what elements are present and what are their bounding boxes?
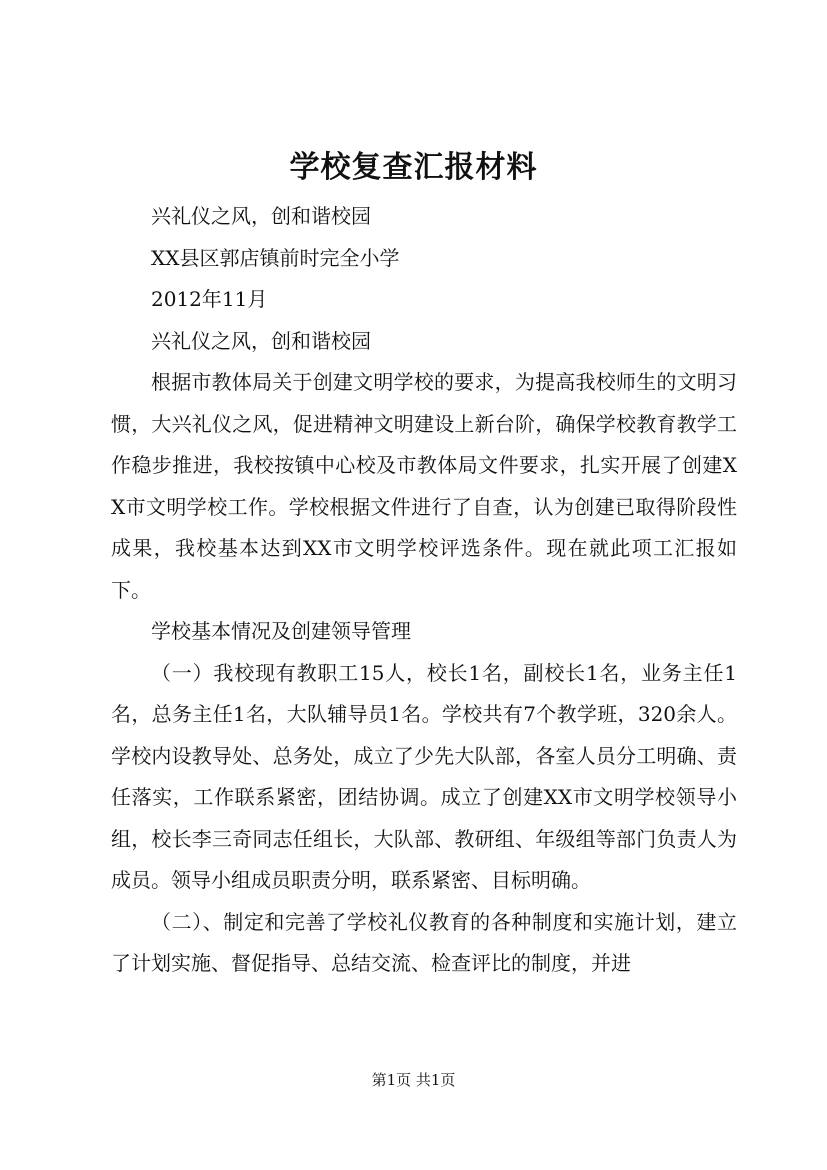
document-title: 学校复查汇报材料 <box>289 150 538 185</box>
slogan-line: 兴礼仪之风，创和谐校园 <box>151 204 371 228</box>
school-name-line: XX县区郭店镇前时完全小学 <box>151 245 400 270</box>
section-heading: 学校基本情况及创建领导管理 <box>151 619 411 643</box>
subtitle-line: 兴礼仪之风，创和谐校园 <box>151 328 371 353</box>
intro-paragraph: 根据市教体局关于创建文明学校的要求，为提高我校师生的文明习惯，大兴礼仪之风，促进精神文明建设上新台阶，确保学校教育教学工作稳步推进，我校按镇中心校及市教体局文件要求，扎实开展了创建XX市文明学校工作。学校根据文件进行了自查，认为创建已取得阶段性成果，我校基本达到XX市文明学校评选条件。现在就此项工汇报如下。 <box>111 370 737 602</box>
section-two-paragraph: （二）、制定和完善了学校礼仪教育的各种制度和实施计划，建立了计划实施、督促指导、总结交流、检查评比的制度，并进 <box>111 909 737 975</box>
document-body <box>111 196 737 985</box>
date-line: 2012年11月 <box>151 287 268 311</box>
section-one-paragraph: （一）我校现有教职工15人，校长1名，副校长1名，业务主任1名，总务主任1名，大队辅导员1名。学校共有7个教学班，320余人。学校内设教导处、总务处，成立了少先大队部，各室人员分工明确、责任落实，工作联系紧密，团结协调。成立了创建XX市文明学校领导小组，校长李三奇同志任组长，大队部、教研组、年级组等部门负责人为成员。领导小组成员职责分明，联系紧密、目标明确。 <box>111 660 737 892</box>
page-footer: 第1页 共1页 <box>371 1071 456 1089</box>
